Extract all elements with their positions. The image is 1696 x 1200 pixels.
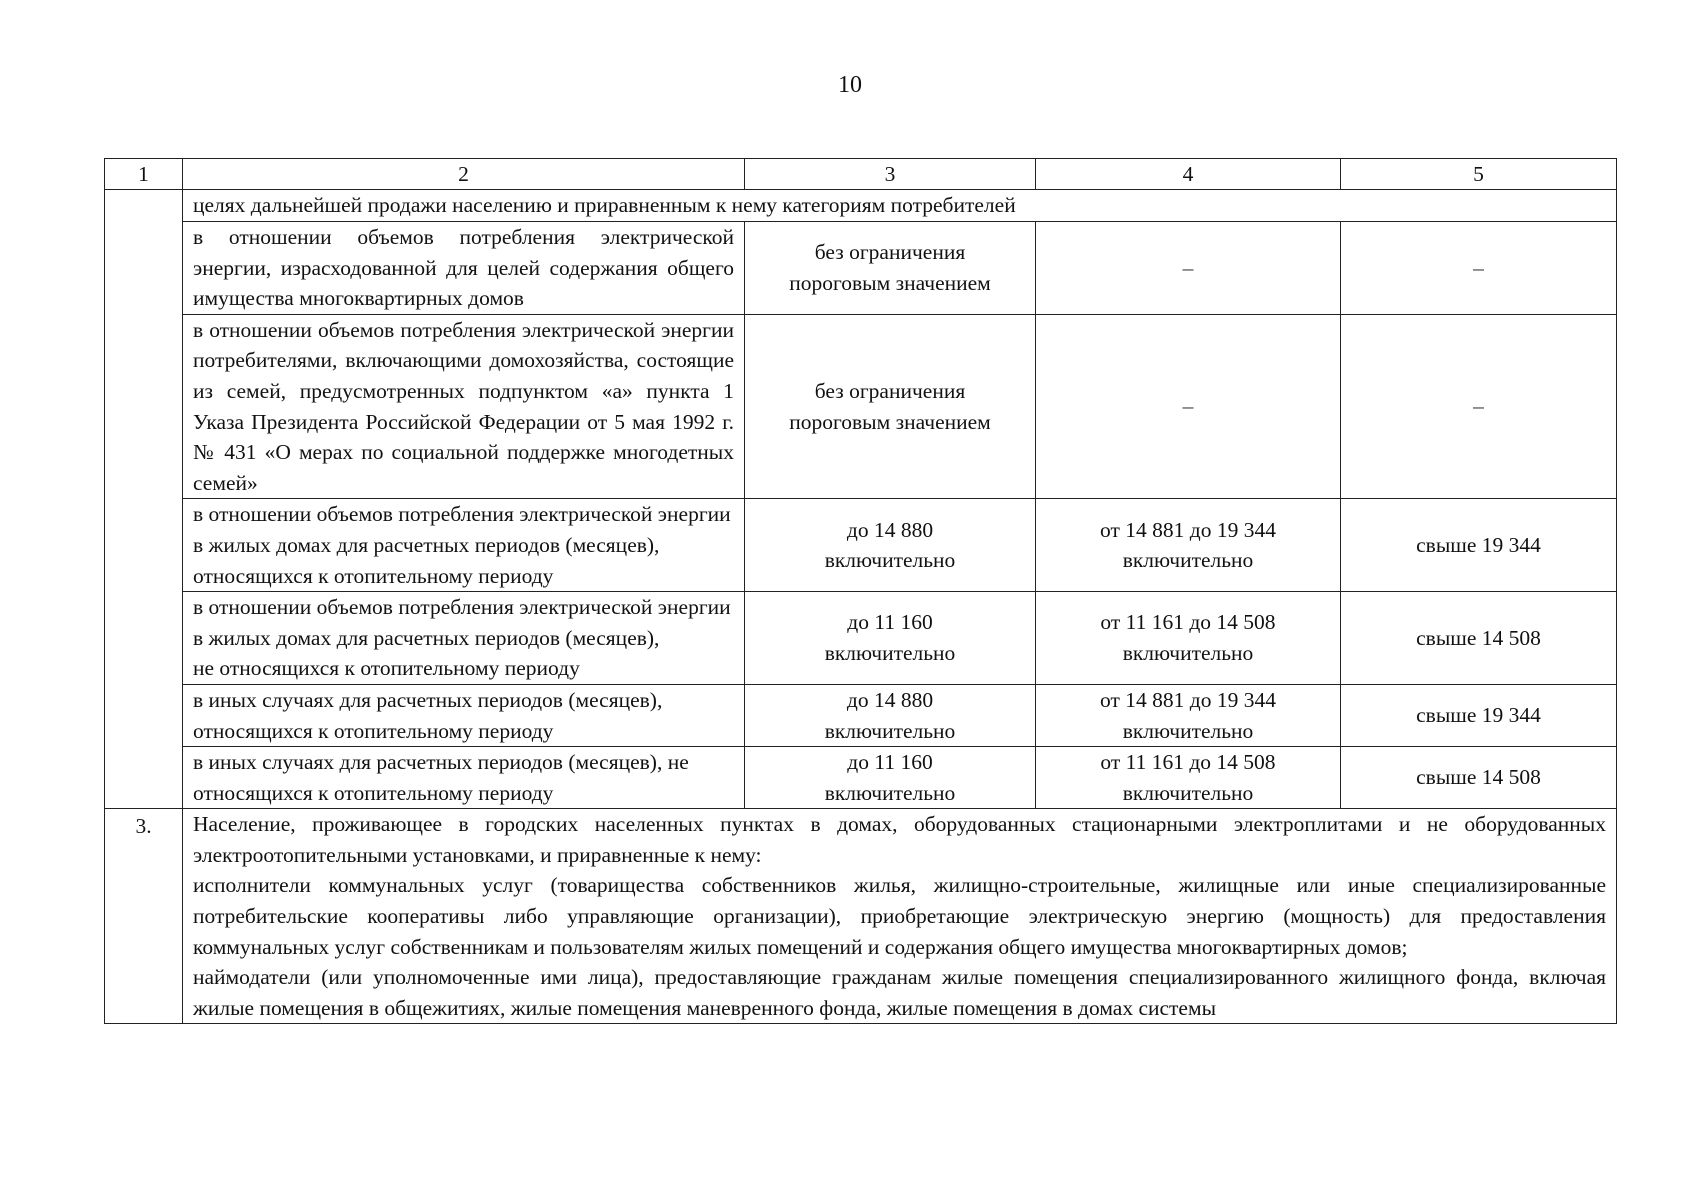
threshold-low: без ограничения пороговым значением <box>745 222 1036 315</box>
header-row <box>105 159 1617 190</box>
page-number: 10 <box>838 72 862 98</box>
threshold-high: свыше 19 344 <box>1341 684 1617 746</box>
table-row <box>105 499 1617 592</box>
threshold-low: до 14 880 включительно <box>745 499 1036 592</box>
row-description: в отношении объемов потребления электрической энергии, израсходованной для целей содержания общего имущества многоквартирных домов <box>183 222 745 315</box>
tariff-table <box>104 158 1617 1024</box>
threshold-high: свыше 14 508 <box>1341 592 1617 685</box>
threshold-mid: от 14 881 до 19 344 включительно <box>1036 499 1341 592</box>
row-description: в отношении объемов потребления электрической энергии в жилых домах для расчетных периодов (месяцев), не относящихся к отопительному периоду <box>183 592 745 685</box>
threshold-high: – <box>1341 314 1617 499</box>
threshold-low: до 14 880 включительно <box>745 684 1036 746</box>
row-description: в отношении объемов потребления электрической энергии потребителями, включающими домохозяйства, состоящие из семей, предусмотренных подпунктом «а» пункта 1 Указа Президента Российской Федерации от 5 мая 1992 г. № 431 «О мерах по социальной поддержке многодетных семей» <box>183 314 745 499</box>
header-cell: 5 <box>1341 159 1617 190</box>
threshold-mid: – <box>1036 222 1341 315</box>
threshold-low: до 11 160 включительно <box>745 592 1036 685</box>
table-row <box>105 747 1617 809</box>
section-text <box>183 809 1617 1024</box>
table-row <box>105 684 1617 746</box>
table-row <box>105 314 1617 499</box>
row-description: в иных случаях для расчетных периодов (месяцев), относящихся к отопительному периоду <box>183 684 745 746</box>
section-paragraph: исполнители коммунальных услуг (товарищества собственников жилья, жилищно-строительные, жилищные или иные специализированные потребительские кооперативы либо управляющие организации), приобретающие электрическую энергию (мощность) для предоставления коммунальных услуг собственникам и пользователям жилых помещений и содержания общего имущества многоквартирных домов; <box>193 873 1606 959</box>
threshold-mid: – <box>1036 314 1341 499</box>
section-paragraph: Население, проживающее в городских населенных пунктах в домах, оборудованных стационарными электроплитами и не оборудованных электроотопительными установками, и приравненные к нему: <box>193 812 1606 867</box>
row-description: в иных случаях для расчетных периодов (месяцев), не относящихся к отопительному периоду <box>183 747 745 809</box>
threshold-high: – <box>1341 222 1617 315</box>
table-row <box>105 592 1617 685</box>
threshold-mid: от 11 161 до 14 508 включительно <box>1036 747 1341 809</box>
table-row <box>105 222 1617 315</box>
section-row <box>105 809 1617 1024</box>
row-description: в отношении объемов потребления электрической энергии в жилых домах для расчетных периодов (месяцев), относящихся к отопительному периоду <box>183 499 745 592</box>
row-number-cell <box>105 190 183 809</box>
threshold-high: свыше 19 344 <box>1341 499 1617 592</box>
section-paragraph: наймодатели (или уполномоченные ими лица), предоставляющие гражданам жилые помещения специализированного жилищного фонда, включая жилые помещения в общежитиях, жилые помещения маневренного фонда, жилые помещения в домах системы <box>193 965 1606 1020</box>
header-cell: 2 <box>183 159 745 190</box>
threshold-low: без ограничения пороговым значением <box>745 314 1036 499</box>
header-cell: 1 <box>105 159 183 190</box>
section-number: 3. <box>105 809 183 1024</box>
header-cell: 3 <box>745 159 1036 190</box>
continuation-row <box>105 190 1617 222</box>
threshold-high: свыше 14 508 <box>1341 747 1617 809</box>
threshold-mid: от 14 881 до 19 344 включительно <box>1036 684 1341 746</box>
threshold-low: до 11 160 включительно <box>745 747 1036 809</box>
header-cell: 4 <box>1036 159 1341 190</box>
continuation-text: целях дальнейшей продажи населению и приравненным к нему категориям потребителей <box>183 190 1617 222</box>
threshold-mid: от 11 161 до 14 508 включительно <box>1036 592 1341 685</box>
